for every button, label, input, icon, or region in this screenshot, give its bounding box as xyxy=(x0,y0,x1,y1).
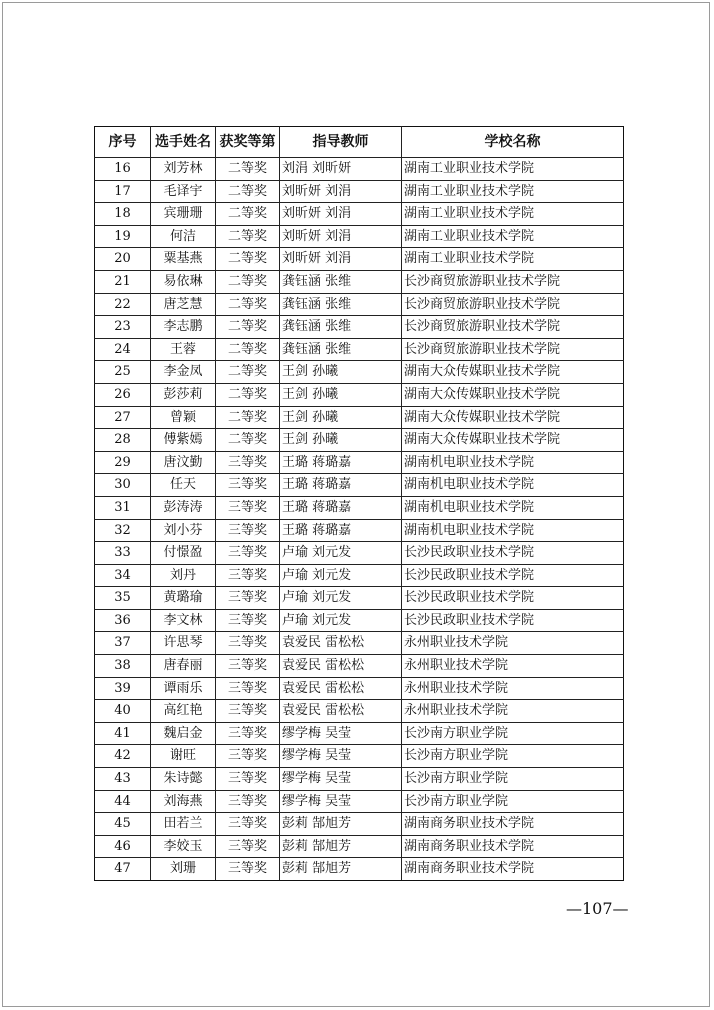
cell-school-name: 湖南工业职业技术学院 xyxy=(402,158,624,181)
cell-contestant-name: 彭莎莉 xyxy=(151,383,216,406)
cell-contestant-name: 傅紫嫣 xyxy=(151,429,216,452)
cell-contestant-name: 唐芝慧 xyxy=(151,293,216,316)
cell-index: 35 xyxy=(95,587,151,610)
cell-instructors: 彭莉 郜旭芳 xyxy=(280,858,402,881)
cell-school-name: 永州职业技术学院 xyxy=(402,632,624,655)
cell-instructors: 刘昕妍 刘涓 xyxy=(280,203,402,226)
cell-index: 45 xyxy=(95,813,151,836)
cell-contestant-name: 李文林 xyxy=(151,609,216,632)
cell-index: 21 xyxy=(95,270,151,293)
table-row xyxy=(95,451,624,474)
cell-contestant-name: 刘珊 xyxy=(151,858,216,881)
cell-award-level: 三等奖 xyxy=(216,451,280,474)
cell-index: 46 xyxy=(95,835,151,858)
header-instructors: 指导教师 xyxy=(280,127,402,158)
header-school-name: 学校名称 xyxy=(402,127,624,158)
cell-contestant-name: 谢旺 xyxy=(151,745,216,768)
table-row xyxy=(95,700,624,723)
cell-index: 27 xyxy=(95,406,151,429)
table-row xyxy=(95,225,624,248)
cell-school-name: 湖南机电职业技术学院 xyxy=(402,474,624,497)
cell-school-name: 湖南工业职业技术学院 xyxy=(402,225,624,248)
cell-index: 36 xyxy=(95,609,151,632)
cell-instructors: 龚钰涵 张维 xyxy=(280,316,402,339)
cell-contestant-name: 李姣玉 xyxy=(151,835,216,858)
page-number: —107— xyxy=(566,899,629,918)
cell-award-level: 三等奖 xyxy=(216,768,280,791)
cell-contestant-name: 李志鹏 xyxy=(151,316,216,339)
cell-contestant-name: 许思琴 xyxy=(151,632,216,655)
cell-index: 47 xyxy=(95,858,151,881)
cell-award-level: 二等奖 xyxy=(216,158,280,181)
cell-award-level: 二等奖 xyxy=(216,203,280,226)
cell-contestant-name: 曾颖 xyxy=(151,406,216,429)
cell-school-name: 湖南商务职业技术学院 xyxy=(402,835,624,858)
cell-index: 34 xyxy=(95,564,151,587)
cell-school-name: 长沙南方职业学院 xyxy=(402,722,624,745)
cell-award-level: 二等奖 xyxy=(216,383,280,406)
table-row xyxy=(95,632,624,655)
table-row xyxy=(95,790,624,813)
table-header xyxy=(95,127,624,158)
cell-school-name: 永州职业技术学院 xyxy=(402,677,624,700)
cell-award-level: 三等奖 xyxy=(216,745,280,768)
cell-award-level: 三等奖 xyxy=(216,564,280,587)
cell-school-name: 长沙南方职业学院 xyxy=(402,790,624,813)
cell-award-level: 三等奖 xyxy=(216,790,280,813)
cell-index: 31 xyxy=(95,496,151,519)
cell-instructors: 卢瑜 刘元发 xyxy=(280,542,402,565)
cell-award-level: 二等奖 xyxy=(216,293,280,316)
table-row xyxy=(95,158,624,181)
cell-school-name: 永州职业技术学院 xyxy=(402,655,624,678)
table-row xyxy=(95,655,624,678)
table-row xyxy=(95,722,624,745)
cell-index: 39 xyxy=(95,677,151,700)
cell-instructors: 袁爱民 雷松松 xyxy=(280,655,402,678)
table-row xyxy=(95,835,624,858)
cell-index: 38 xyxy=(95,655,151,678)
cell-instructors: 王璐 蒋璐嘉 xyxy=(280,474,402,497)
cell-contestant-name: 唐春丽 xyxy=(151,655,216,678)
cell-index: 41 xyxy=(95,722,151,745)
table-row xyxy=(95,270,624,293)
cell-instructors: 王剑 孙曦 xyxy=(280,406,402,429)
cell-contestant-name: 粟基燕 xyxy=(151,248,216,271)
table-row xyxy=(95,180,624,203)
cell-index: 44 xyxy=(95,790,151,813)
table-row xyxy=(95,293,624,316)
cell-school-name: 长沙南方职业学院 xyxy=(402,768,624,791)
cell-contestant-name: 毛译宇 xyxy=(151,180,216,203)
table-row xyxy=(95,858,624,881)
cell-index: 24 xyxy=(95,338,151,361)
cell-index: 43 xyxy=(95,768,151,791)
table-row xyxy=(95,429,624,452)
table-row xyxy=(95,745,624,768)
cell-award-level: 二等奖 xyxy=(216,270,280,293)
cell-award-level: 二等奖 xyxy=(216,429,280,452)
table-row xyxy=(95,677,624,700)
cell-index: 33 xyxy=(95,542,151,565)
cell-index: 19 xyxy=(95,225,151,248)
cell-instructors: 卢瑜 刘元发 xyxy=(280,564,402,587)
cell-instructors: 刘涓 刘昕妍 xyxy=(280,158,402,181)
cell-school-name: 长沙民政职业技术学院 xyxy=(402,609,624,632)
cell-contestant-name: 宾珊珊 xyxy=(151,203,216,226)
cell-school-name: 湖南机电职业技术学院 xyxy=(402,496,624,519)
cell-school-name: 长沙民政职业技术学院 xyxy=(402,542,624,565)
cell-contestant-name: 彭涛涛 xyxy=(151,496,216,519)
cell-index: 20 xyxy=(95,248,151,271)
cell-school-name: 湖南商务职业技术学院 xyxy=(402,813,624,836)
cell-award-level: 二等奖 xyxy=(216,316,280,339)
cell-instructors: 缪学梅 吴莹 xyxy=(280,790,402,813)
cell-contestant-name: 高红艳 xyxy=(151,700,216,723)
header-contestant-name: 选手姓名 xyxy=(151,127,216,158)
cell-contestant-name: 任天 xyxy=(151,474,216,497)
cell-instructors: 缪学梅 吴莹 xyxy=(280,768,402,791)
table-row xyxy=(95,542,624,565)
cell-award-level: 三等奖 xyxy=(216,700,280,723)
cell-school-name: 湖南大众传媒职业技术学院 xyxy=(402,361,624,384)
cell-school-name: 永州职业技术学院 xyxy=(402,700,624,723)
cell-instructors: 袁爱民 雷松松 xyxy=(280,632,402,655)
cell-award-level: 二等奖 xyxy=(216,180,280,203)
awards-table xyxy=(94,126,624,881)
cell-school-name: 湖南工业职业技术学院 xyxy=(402,248,624,271)
cell-contestant-name: 何洁 xyxy=(151,225,216,248)
cell-instructors: 王剑 孙曦 xyxy=(280,429,402,452)
cell-index: 28 xyxy=(95,429,151,452)
table-row xyxy=(95,564,624,587)
cell-contestant-name: 李金凤 xyxy=(151,361,216,384)
cell-instructors: 王剑 孙曦 xyxy=(280,383,402,406)
cell-award-level: 三等奖 xyxy=(216,813,280,836)
table-row xyxy=(95,768,624,791)
cell-award-level: 三等奖 xyxy=(216,677,280,700)
cell-index: 37 xyxy=(95,632,151,655)
cell-school-name: 湖南机电职业技术学院 xyxy=(402,519,624,542)
cell-instructors: 卢瑜 刘元发 xyxy=(280,609,402,632)
cell-award-level: 三等奖 xyxy=(216,587,280,610)
cell-award-level: 二等奖 xyxy=(216,225,280,248)
table-row xyxy=(95,248,624,271)
cell-school-name: 长沙民政职业技术学院 xyxy=(402,587,624,610)
cell-index: 30 xyxy=(95,474,151,497)
header-row xyxy=(95,127,624,158)
cell-index: 23 xyxy=(95,316,151,339)
cell-school-name: 长沙民政职业技术学院 xyxy=(402,564,624,587)
cell-instructors: 龚钰涵 张维 xyxy=(280,338,402,361)
cell-index: 40 xyxy=(95,700,151,723)
cell-instructors: 刘昕妍 刘涓 xyxy=(280,225,402,248)
cell-award-level: 二等奖 xyxy=(216,338,280,361)
cell-index: 29 xyxy=(95,451,151,474)
cell-school-name: 湖南工业职业技术学院 xyxy=(402,180,624,203)
cell-instructors: 王剑 孙曦 xyxy=(280,361,402,384)
cell-instructors: 王璐 蒋璐嘉 xyxy=(280,451,402,474)
table-row xyxy=(95,587,624,610)
cell-index: 42 xyxy=(95,745,151,768)
cell-contestant-name: 付憬盈 xyxy=(151,542,216,565)
cell-award-level: 三等奖 xyxy=(216,609,280,632)
cell-award-level: 二等奖 xyxy=(216,248,280,271)
table-row xyxy=(95,519,624,542)
cell-instructors: 彭莉 郜旭芳 xyxy=(280,813,402,836)
cell-school-name: 湖南工业职业技术学院 xyxy=(402,203,624,226)
cell-instructors: 刘昕妍 刘涓 xyxy=(280,180,402,203)
cell-instructors: 刘昕妍 刘涓 xyxy=(280,248,402,271)
cell-instructors: 袁爱民 雷松松 xyxy=(280,700,402,723)
cell-contestant-name: 刘小芬 xyxy=(151,519,216,542)
cell-instructors: 缪学梅 吴莹 xyxy=(280,722,402,745)
cell-award-level: 二等奖 xyxy=(216,406,280,429)
cell-award-level: 三等奖 xyxy=(216,858,280,881)
cell-school-name: 长沙南方职业学院 xyxy=(402,745,624,768)
cell-contestant-name: 王蓉 xyxy=(151,338,216,361)
header-index: 序号 xyxy=(95,127,151,158)
table-body xyxy=(95,158,624,881)
cell-index: 18 xyxy=(95,203,151,226)
cell-instructors: 卢瑜 刘元发 xyxy=(280,587,402,610)
table-row xyxy=(95,609,624,632)
cell-school-name: 长沙商贸旅游职业技术学院 xyxy=(402,293,624,316)
cell-contestant-name: 朱诗懿 xyxy=(151,768,216,791)
cell-award-level: 三等奖 xyxy=(216,722,280,745)
cell-instructors: 龚钰涵 张维 xyxy=(280,270,402,293)
cell-contestant-name: 黄璐瑜 xyxy=(151,587,216,610)
cell-award-level: 三等奖 xyxy=(216,542,280,565)
cell-award-level: 三等奖 xyxy=(216,474,280,497)
cell-award-level: 三等奖 xyxy=(216,496,280,519)
cell-award-level: 二等奖 xyxy=(216,361,280,384)
table-row xyxy=(95,474,624,497)
cell-school-name: 湖南大众传媒职业技术学院 xyxy=(402,406,624,429)
cell-contestant-name: 刘海燕 xyxy=(151,790,216,813)
cell-contestant-name: 魏启金 xyxy=(151,722,216,745)
cell-instructors: 王璐 蒋璐嘉 xyxy=(280,496,402,519)
cell-instructors: 龚钰涵 张维 xyxy=(280,293,402,316)
table-row xyxy=(95,361,624,384)
cell-school-name: 湖南机电职业技术学院 xyxy=(402,451,624,474)
table-row xyxy=(95,813,624,836)
cell-award-level: 三等奖 xyxy=(216,519,280,542)
table-row xyxy=(95,496,624,519)
cell-contestant-name: 田若兰 xyxy=(151,813,216,836)
cell-contestant-name: 易依琳 xyxy=(151,270,216,293)
table-row xyxy=(95,406,624,429)
cell-award-level: 三等奖 xyxy=(216,655,280,678)
cell-school-name: 长沙商贸旅游职业技术学院 xyxy=(402,316,624,339)
table-row xyxy=(95,203,624,226)
cell-contestant-name: 谭雨乐 xyxy=(151,677,216,700)
cell-school-name: 湖南商务职业技术学院 xyxy=(402,858,624,881)
header-award-level: 获奖等第 xyxy=(216,127,280,158)
table-row xyxy=(95,316,624,339)
cell-instructors: 彭莉 郜旭芳 xyxy=(280,835,402,858)
cell-contestant-name: 刘芳林 xyxy=(151,158,216,181)
cell-index: 16 xyxy=(95,158,151,181)
table-row xyxy=(95,338,624,361)
cell-school-name: 长沙商贸旅游职业技术学院 xyxy=(402,270,624,293)
cell-index: 26 xyxy=(95,383,151,406)
cell-award-level: 三等奖 xyxy=(216,632,280,655)
cell-school-name: 湖南大众传媒职业技术学院 xyxy=(402,429,624,452)
cell-index: 17 xyxy=(95,180,151,203)
table-row xyxy=(95,383,624,406)
cell-index: 32 xyxy=(95,519,151,542)
cell-index: 22 xyxy=(95,293,151,316)
cell-instructors: 王璐 蒋璐嘉 xyxy=(280,519,402,542)
cell-award-level: 三等奖 xyxy=(216,835,280,858)
cell-index: 25 xyxy=(95,361,151,384)
cell-contestant-name: 唐汶勤 xyxy=(151,451,216,474)
cell-school-name: 湖南大众传媒职业技术学院 xyxy=(402,383,624,406)
cell-instructors: 缪学梅 吴莹 xyxy=(280,745,402,768)
cell-contestant-name: 刘丹 xyxy=(151,564,216,587)
cell-instructors: 袁爱民 雷松松 xyxy=(280,677,402,700)
cell-school-name: 长沙商贸旅游职业技术学院 xyxy=(402,338,624,361)
